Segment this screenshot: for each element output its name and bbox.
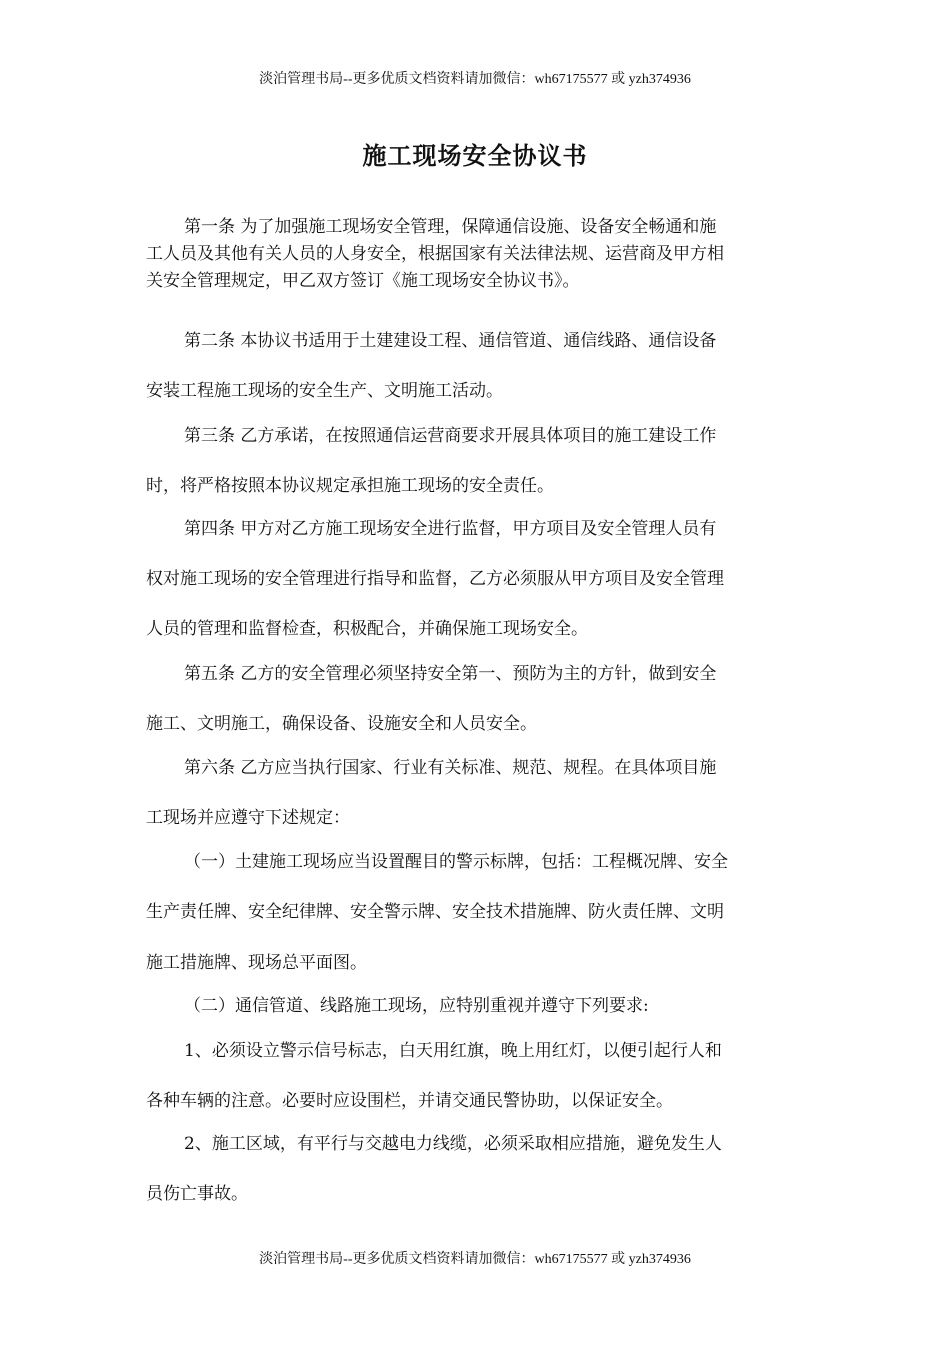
paragraph-line: 权对施工现场的安全管理进行指导和监督，乙方必须服从甲方项目及安全管理 (146, 569, 724, 589)
paragraph-line: 1、必须设立警示信号标志，白天用红旗，晚上用红灯，以便引起行人和 (184, 1041, 722, 1061)
paragraph-line: 第一条 为了加强施工现场安全管理，保障通信设施、设备安全畅通和施 (184, 217, 717, 237)
paragraph-line: 时，将严格按照本协议规定承担施工现场的安全责任。 (146, 476, 554, 496)
paragraph-line: 第二条 本协议书适用于土建建设工程、通信管道、通信线路、通信设备 (184, 331, 717, 351)
paragraph-line: 2、施工区域，有平行与交越电力线缆，必须采取相应措施，避免发生人 (184, 1134, 722, 1154)
paragraph-line: 第三条 乙方承诺，在按照通信运营商要求开展具体项目的施工建设工作 (184, 426, 717, 446)
page-header: 淡泊管理书局--更多优质文档资料请加微信：wh67175577 或 yzh374936 (259, 72, 691, 87)
paragraph-line: （二）通信管道、线路施工现场，应特别重视并遵守下列要求: (184, 996, 649, 1016)
paragraph-line: 第四条 甲方对乙方施工现场安全进行监督，甲方项目及安全管理人员有 (184, 519, 717, 539)
paragraph-line: 员伤亡事故。 (146, 1184, 248, 1204)
paragraph-line: 施工、文明施工，确保设备、设施安全和人员安全。 (146, 714, 537, 734)
paragraph-line: 人员的管理和监督检查，积极配合，并确保施工现场安全。 (146, 619, 588, 639)
paragraph-line: 工现场并应遵守下述规定： (146, 808, 350, 828)
paragraph-line: 工人员及其他有关人员的人身安全，根据国家有关法律法规、运营商及甲方相 (146, 244, 724, 264)
page-footer: 淡泊管理书局--更多优质文档资料请加微信：wh67175577 或 yzh374936 (259, 1252, 691, 1267)
paragraph-line: 各种车辆的注意。必要时应设围栏，并请交通民警协助，以保证安全。 (146, 1091, 673, 1111)
paragraph-line: 生产责任牌、安全纪律牌、安全警示牌、安全技术措施牌、防火责任牌、文明 (146, 902, 724, 922)
paragraph-line: （一）土建施工现场应当设置醒目的警示标牌，包括：工程概况牌、安全 (184, 852, 728, 872)
paragraph-line: 施工措施牌、现场总平面图。 (146, 953, 367, 973)
paragraph-line: 关安全管理规定，甲乙双方签订《施工现场安全协议书》。 (146, 271, 580, 291)
paragraph-line: 第五条 乙方的安全管理必须坚持安全第一、预防为主的方针，做到安全 (184, 664, 717, 684)
document-title: 施工现场安全协议书 (362, 141, 588, 170)
paragraph-line: 第六条 乙方应当执行国家、行业有关标准、规范、规程。在具体项目施 (184, 758, 717, 778)
paragraph-line: 安装工程施工现场的安全生产、文明施工活动。 (146, 381, 503, 401)
